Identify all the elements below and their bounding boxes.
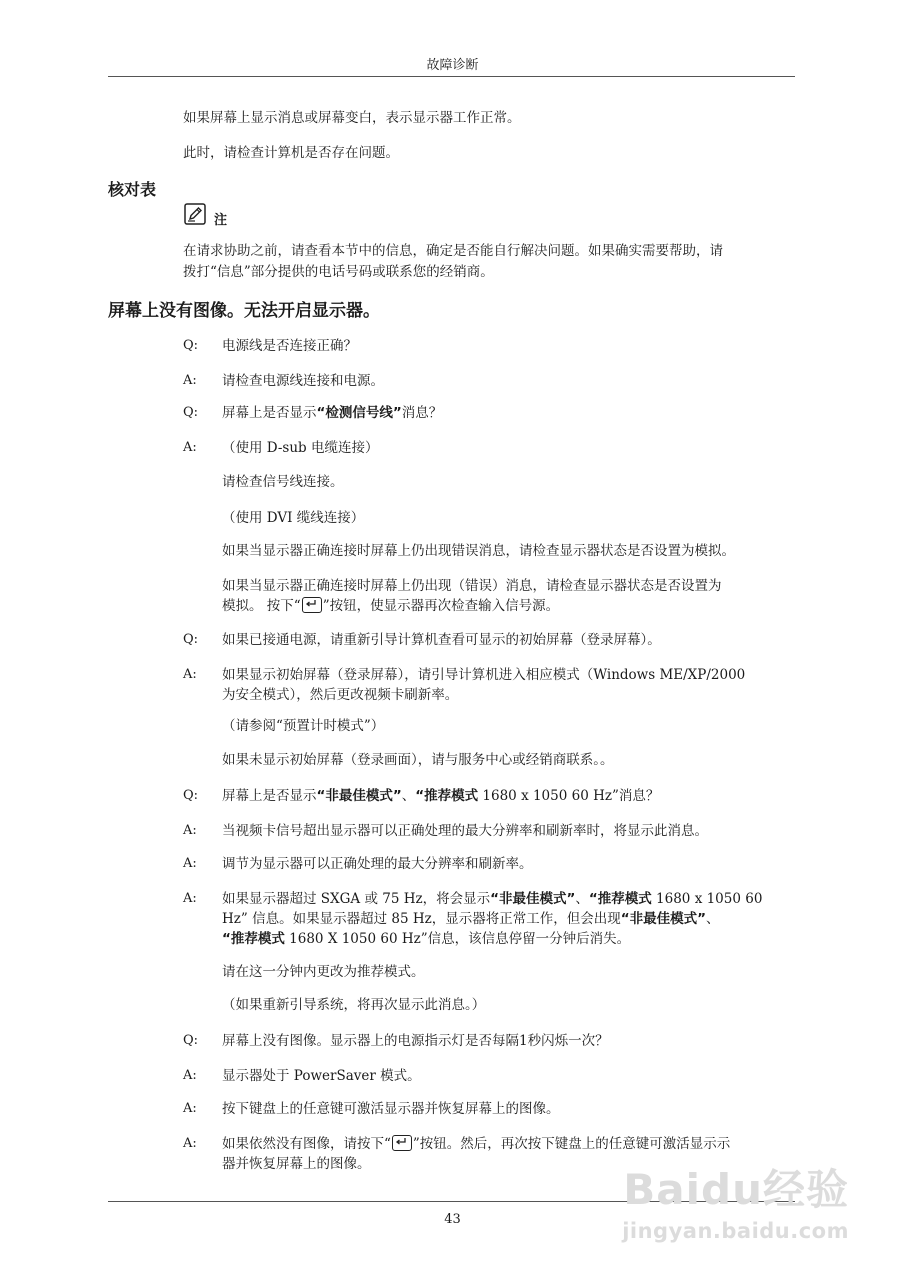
a4-text: 当视频卡信号超出显示器可以正确处理的最大分辨率和刷新率时，将显示此消息。: [222, 823, 708, 839]
a2-line-3: （使用 DVI 缆线连接）: [222, 510, 365, 526]
enter-key-icon: [392, 1135, 412, 1151]
page-header-title: 故障诊断: [426, 58, 479, 73]
q1-text: 电源线是否连接正确？: [222, 338, 357, 354]
a6-line-4: 请在这一分钟内更改为推荐模式。: [222, 964, 425, 980]
header-rule: [108, 76, 795, 77]
q4-post: 1680 x 1050 60 Hz”消息？: [478, 788, 660, 804]
a-label: A:: [183, 373, 197, 388]
q-label: Q:: [183, 405, 199, 420]
a9-l1-post: ”按钮。然后，再次按下键盘上的任意键可激活显示示: [412, 1136, 731, 1152]
intro-line-2: 此时，请检查计算机是否存在问题。: [183, 145, 399, 161]
q4-bold-2: “推荐模式: [415, 788, 479, 804]
a6-l1-bold-2: “推荐模式: [588, 891, 652, 907]
a9-line-2: 器并恢复屏幕上的图像。: [222, 1156, 371, 1172]
baidu-watermark: [622, 1166, 849, 1244]
q2-bold: “检测信号线”: [316, 405, 402, 421]
a6-l1-bold-1: “非最佳模式”: [490, 891, 576, 907]
a3-line-1: 如果显示初始屏幕（登录屏幕），请引导计算机进入相应模式（Windows ME/XP/2000: [222, 667, 746, 683]
a6-line-5: （如果重新引导系统，将再次显示此消息。）: [222, 997, 486, 1013]
a6-l2-bold: “非最佳模式”: [620, 911, 706, 927]
note-text-line-2: 拨打“信息”部分提供的电话号码或联系您的经销商。: [183, 264, 494, 280]
q4-bold-1: “非最佳模式”: [316, 788, 402, 804]
enter-key-icon: [302, 597, 322, 613]
section-heading: 屏幕上没有图像。无法开启显示器。: [108, 301, 380, 321]
a-label: A:: [183, 856, 197, 871]
a-label: A:: [183, 667, 197, 682]
a2-line-5b-post: ”按钮，使显示器再次检查输入信号源。: [322, 598, 560, 614]
q5-text: 屏幕上没有图像。显示器上的电源指示灯是否每隔1秒闪烁一次？: [222, 1033, 609, 1049]
q4-text: [222, 786, 659, 806]
checklist-heading: 核对表: [108, 180, 157, 199]
a6-line-1: [222, 889, 762, 909]
a3-line-2: 为安全模式），然后更改视频卡刷新率。: [222, 687, 459, 703]
a3-line-3: （请参阅“预置计时模式”）: [222, 718, 385, 734]
a9-l1-pre: 如果依然没有图像，请按下“: [222, 1136, 391, 1152]
a-label: A:: [183, 1101, 197, 1116]
a-label: A:: [183, 1068, 197, 1083]
note-pencil-icon: [184, 203, 206, 225]
a5-text: 调节为显示器可以正确处理的最大分辨率和刷新率。: [222, 856, 533, 872]
a2-line-2: 请检查信号线连接。: [222, 474, 344, 490]
q-label: Q:: [183, 1033, 199, 1048]
a6-l1-pre: 如果显示器超过 SXGA 或 75 Hz，将会显示: [222, 891, 491, 907]
a2-line-1: （使用 D-sub 电缆连接）: [222, 440, 379, 456]
q2-pre: 屏幕上是否显示: [222, 405, 317, 421]
a6-l2-pre: Hz” 信息。如果显示器超过 85 Hz，显示器将正常工作，但会出现: [222, 911, 621, 927]
a2-line-5b: [222, 596, 559, 616]
note-label: 注: [214, 213, 228, 228]
a8-text: 按下键盘上的任意键可激活显示器并恢复屏幕上的图像。: [222, 1101, 560, 1117]
q-label: Q:: [183, 338, 199, 353]
q2-post: 消息？: [401, 405, 443, 421]
note-text-line-1: 在请求协助之前，请查看本节中的信息，确定是否能自行解决问题。如果确实需要帮助，请: [183, 243, 723, 259]
a-label: A:: [183, 823, 197, 838]
a2-line-5a: 如果当显示器正确连接时屏幕上仍出现（错误）消息，请检查显示器状态是否设置为: [222, 578, 722, 594]
q-label: Q:: [183, 788, 199, 803]
q-label: Q:: [183, 632, 199, 647]
a6-l1-post: 1680 x 1050 60: [651, 891, 763, 907]
a6-l2-post: 、: [705, 911, 720, 927]
a-label: A:: [183, 891, 197, 906]
intro-line-1: 如果屏幕上显示消息或屏幕变白，表示显示器工作正常。: [183, 110, 521, 126]
a7-text: 显示器处于 PowerSaver 模式。: [222, 1068, 421, 1084]
a6-l1-mid: 、: [575, 891, 589, 907]
a1-text: 请检查电源线连接和电源。: [222, 373, 384, 389]
q3-text: 如果已接通电源，请重新引导计算机查看可显示的初始屏幕（登录屏幕）。: [222, 632, 661, 648]
page-number: 43: [444, 1212, 461, 1227]
q4-pre: 屏幕上是否显示: [222, 788, 317, 804]
a2-line-5b-pre: 模拟。 按下“: [222, 598, 301, 614]
a6-line-2: [222, 909, 719, 929]
a3-line-4: 如果未显示初始屏幕（登录画面），请与服务中心或经销商联系。。: [222, 752, 614, 768]
a-label: A:: [183, 1136, 197, 1151]
q4-mid: 、: [401, 788, 416, 804]
a6-line-3: [222, 929, 630, 949]
q2-text: [222, 403, 442, 423]
a2-line-4: 如果当显示器正确连接时屏幕上仍出现错误消息，请检查显示器状态是否设置为模拟。: [222, 543, 735, 559]
a6-l3-post: 1680 X 1050 60 Hz”信息，该信息停留一分钟后消失。: [284, 931, 631, 947]
a6-l3-bold: “推荐模式: [222, 931, 285, 947]
watermark-logo: Baidu经验: [623, 1165, 849, 1214]
a9-line-1: [222, 1134, 730, 1154]
a-label: A:: [183, 440, 197, 455]
watermark-url: jingyan.baidu.com: [622, 1219, 849, 1243]
